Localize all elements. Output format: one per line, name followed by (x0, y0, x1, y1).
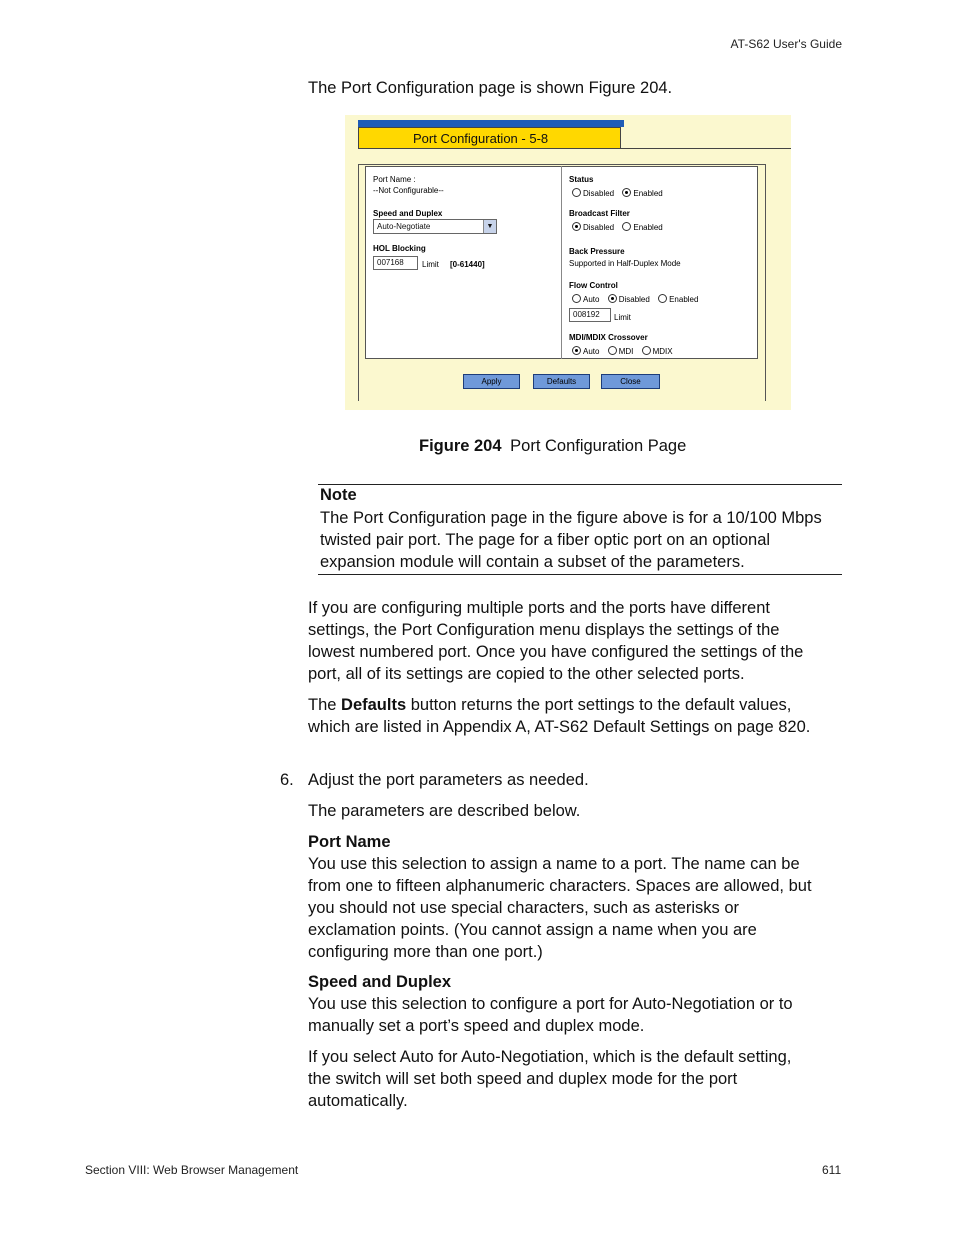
radio-icon (622, 222, 631, 231)
hol-blocking-label: HOL Blocking (373, 244, 426, 253)
port-name-heading: Port Name (308, 833, 391, 851)
status-label: Status (569, 175, 594, 184)
figure-title: Port Configuration Page (510, 437, 687, 455)
step-text: Adjust the port parameters as needed. (308, 771, 589, 789)
status-radios (572, 188, 669, 198)
mdi-radios (572, 346, 679, 356)
flow-limit-label: Limit (614, 313, 631, 322)
broadcast-filter-label: Broadcast Filter (569, 209, 630, 218)
paragraph-defaults: The Defaults button returns the port settings to the default values, which are listed in Appendix A, AT-S62 Default Settings on page 820. (308, 696, 811, 736)
status-enabled-radio[interactable]: Enabled (622, 188, 662, 198)
hol-range-label: [0-61440] (450, 260, 485, 269)
radio-icon (658, 294, 667, 303)
figure-number: Figure 204 (419, 437, 502, 455)
radio-icon (642, 346, 651, 355)
flow-control-label: Flow Control (569, 281, 618, 290)
footer-page-number: 611 (822, 1163, 842, 1177)
chevron-down-icon[interactable]: ▼ (483, 220, 496, 233)
radio-selected-icon (572, 222, 581, 231)
radio-icon (572, 294, 581, 303)
flow-auto-radio[interactable]: Auto (572, 294, 599, 304)
tab-rule (621, 148, 791, 149)
note-body: The Port Configuration page in the figure above is for a 10/100 Mbps twisted pair port. The page for a fiber optic port on an optional expansion module will contain a subset of the parameters. (320, 509, 822, 571)
mdi-crossover-label: MDI/MDIX Crossover (569, 333, 648, 342)
figure-caption (419, 437, 686, 456)
footer-section: Section VIII: Web Browser Management (85, 1163, 299, 1177)
speed-duplex-label: Speed and Duplex (373, 209, 443, 218)
speed-duplex-value: Auto-Negotiate (377, 222, 431, 231)
paragraph-multiple-ports: If you are configuring multiple ports and the ports have different settings, the Port Configuration menu displays the settings of the lowest numbered port. Once you have configured the settings of the port, all of its settings are copied to the other selected ports. (308, 599, 804, 683)
speed-duplex-description: You use this selection to configure a port for Auto-Negotiation or to manually set a port’s speed and duplex mode. (308, 995, 793, 1035)
flow-control-input[interactable]: 008192 (569, 308, 611, 322)
flow-control-radios (572, 294, 704, 304)
note-bottom-rule (318, 574, 842, 575)
panel-divider (561, 166, 562, 359)
radio-selected-icon (622, 188, 631, 197)
intro-text: The Port Configuration page is shown Figure 204. (308, 79, 673, 97)
flow-disabled-radio[interactable]: Disabled (608, 294, 650, 304)
defaults-button[interactable]: Defaults (533, 374, 590, 389)
running-header: AT-S62 User's Guide (730, 37, 842, 51)
radio-icon (572, 188, 581, 197)
back-pressure-label: Back Pressure (569, 247, 625, 256)
note-top-rule (318, 484, 842, 485)
radio-selected-icon (608, 294, 617, 303)
mdi-mdix-radio[interactable]: MDIX (642, 346, 673, 356)
status-disabled-radio[interactable]: Disabled (572, 188, 614, 198)
broadcast-disabled-radio[interactable]: Disabled (572, 222, 614, 232)
port-name-description: You use this selection to assign a name to a port. The name can be from one to fifteen alphanumeric characters. Spaces are allowed, but you should not use special characters, such as asterisks or exclamation points. (You cannot assign a name when you are configuring more than one port.) (308, 855, 812, 961)
apply-button[interactable]: Apply (463, 374, 520, 389)
speed-duplex-heading: Speed and Duplex (308, 973, 452, 991)
tab-port-configuration[interactable]: Port Configuration - 5-8 (358, 127, 621, 149)
mdi-mdi-radio[interactable]: MDI (608, 346, 634, 356)
port-name-value: --Not Configurable-- (373, 186, 444, 195)
step-number: 6. (280, 771, 294, 789)
params-intro: The parameters are described below. (308, 802, 581, 820)
tab-bar (358, 120, 624, 127)
mdi-auto-radio[interactable]: Auto (572, 346, 599, 356)
flow-enabled-radio[interactable]: Enabled (658, 294, 698, 304)
speed-duplex-select[interactable] (373, 219, 497, 234)
note-title: Note (320, 486, 357, 504)
radio-selected-icon (572, 346, 581, 355)
hol-blocking-input[interactable]: 007168 (373, 256, 418, 270)
broadcast-radios (572, 222, 669, 232)
back-pressure-value: Supported in Half-Duplex Mode (569, 259, 681, 268)
port-configuration-figure (345, 115, 791, 410)
radio-icon (608, 346, 617, 355)
defaults-term: Defaults (341, 696, 407, 714)
port-name-label: Port Name : (373, 175, 416, 184)
close-button[interactable]: Close (601, 374, 660, 389)
hol-limit-label: Limit (422, 260, 439, 269)
broadcast-enabled-radio[interactable]: Enabled (622, 222, 662, 232)
speed-duplex-auto-description: If you select Auto for Auto-Negotiation, which is the default setting, the switch will set both speed and duplex mode for the port automatically. (308, 1048, 792, 1110)
